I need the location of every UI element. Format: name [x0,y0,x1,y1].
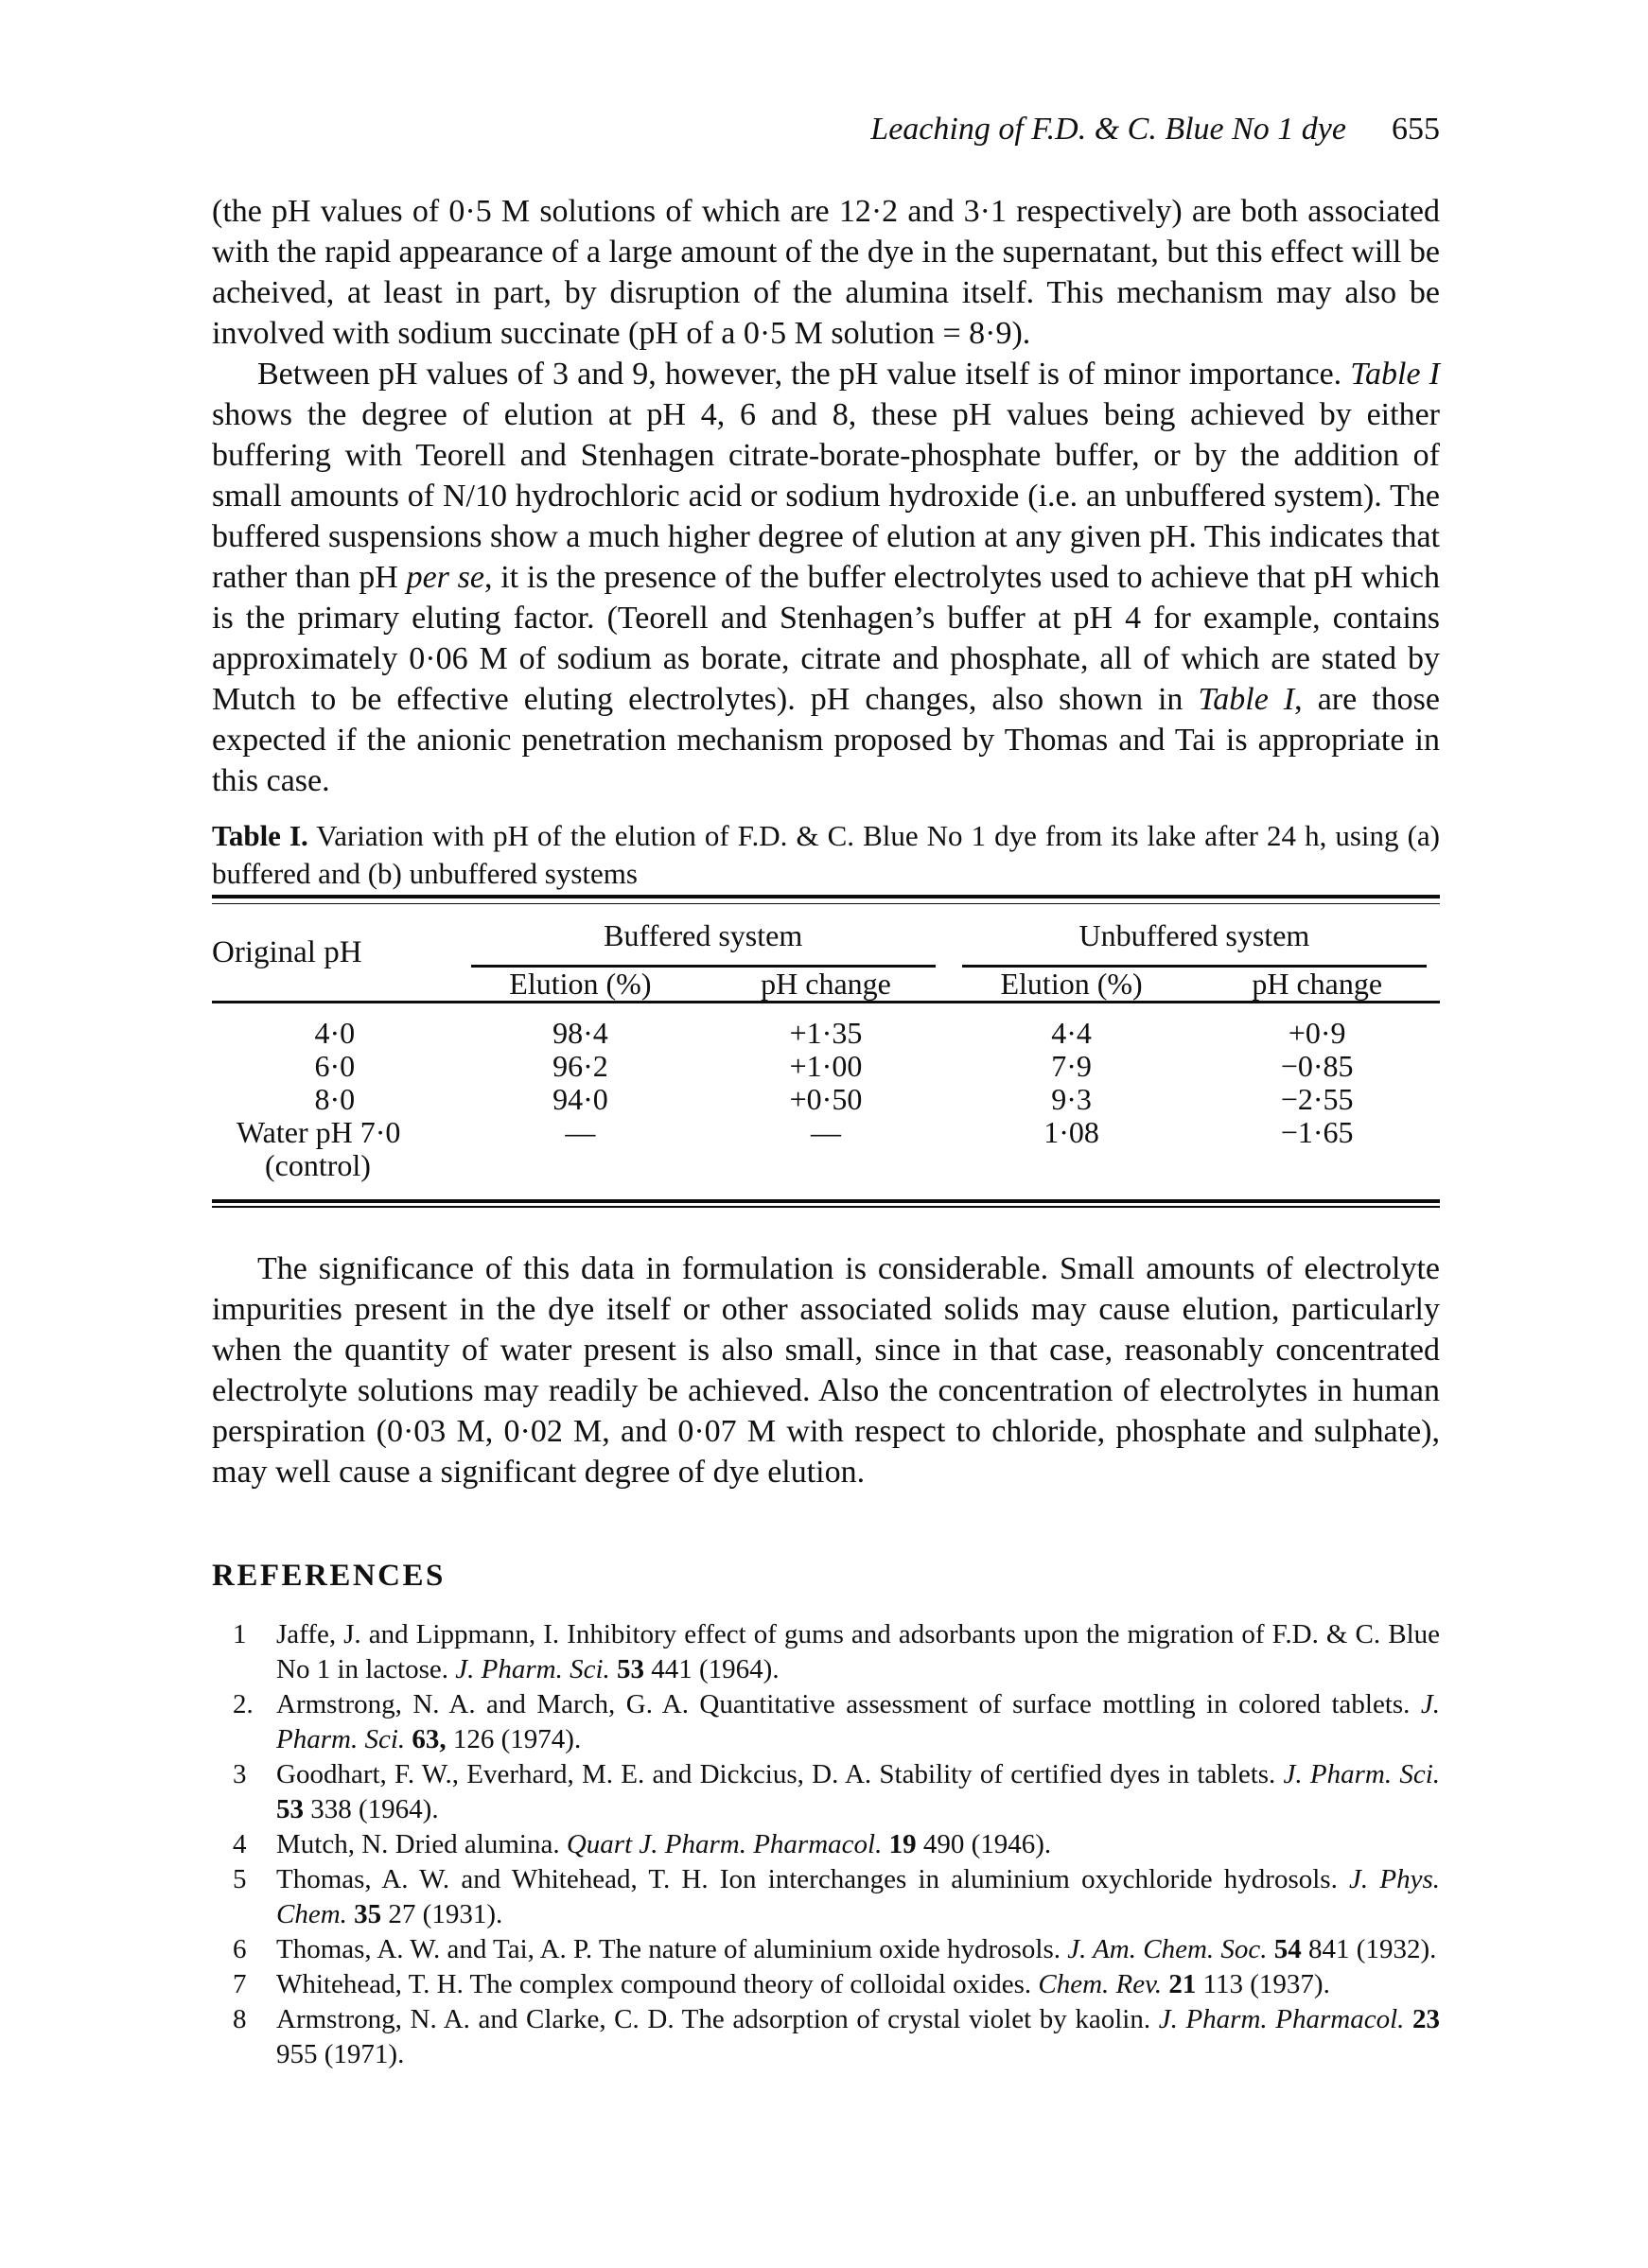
table-row [212,1116,1440,1199]
text-run: Thomas, A. W. and Whitehead, T. H. Ion interchanges in aluminium oxychloride hydrosols. [276,1864,1350,1894]
reference-number: 5 [233,1864,247,1894]
reference-text [276,1862,1440,1932]
table-bottom-rule [212,1199,1440,1208]
reference-item [233,2002,1440,2072]
text-run: 113 (1937). [1196,1969,1330,1999]
text-run: shows the degree of elution at pH 4, 6 and 8, these pH values being achieved by either buffering with Teorell and Stenhagen citrate-borate-phosphate buffer, or by the addition of small amounts of N/10 hydrochloric acid or sodium hydroxide (i.e. an unbuffered system). The buffered suspensions show a much higher degree of elution at any given pH. This indicates that rather than pH [212,397,1440,595]
table-caption-label: Table I. [212,819,308,852]
reference-item [233,1687,1440,1757]
running-head [212,110,1440,149]
reference-text [276,1932,1440,1967]
cell-buffered-elution: — [565,1115,596,1149]
volume-number: 54 [1273,1934,1302,1964]
cell-unbuffered-ph-change: −0·85 [1280,1049,1354,1083]
text-run: Goodhart, F. W., Everhard, M. E. and Dickcius, D. A. Stability of certified dyes in tablets. [276,1759,1284,1789]
cell-unbuffered-ph-change: −1·65 [1280,1115,1354,1149]
cell-original-ph: 6·0 [314,1049,356,1083]
journal-name: J. Phys. Chem. [276,1864,1440,1929]
group-header-unbuffered-label: Unbuffered system [962,904,1427,968]
journal-name: J. Pharm. Sci. [455,1654,618,1684]
text-run: 490 (1946). [916,1829,1052,1859]
col-header-buffered-elution: Elution (%) [458,968,704,1003]
journal-name: Chem. Rev. [1038,1969,1169,1999]
reference-item [233,1827,1440,1862]
references-list [212,1617,1440,2072]
reference-number: 2. [233,1689,254,1719]
cell-buffered-elution: 98·4 [552,1016,608,1050]
group-header-unbuffered [949,904,1440,968]
volume-number: 53 [617,1654,645,1684]
reference-item [233,1617,1440,1687]
cell-original-ph [212,1116,458,1199]
cell-unbuffered-elution: 1·08 [1043,1115,1099,1149]
paragraph-2 [212,354,1440,801]
text-run: Armstrong, N. A. and March, G. A. Quantitative assessment of surface mottling in colored tablets. [276,1689,1421,1719]
text-run: 27 (1931). [381,1899,503,1929]
cell-buffered-ph-change: +1·35 [789,1016,863,1050]
col-header-unbuffered-elution: Elution (%) [949,968,1195,1003]
volume-number: 63, [412,1724,447,1754]
text-run: Thomas, A. W. and Tai, A. P. The nature of aluminium oxide hydrosols. [276,1934,1068,1964]
reference-item [233,1862,1440,1932]
volume-number: 23 [1412,2004,1440,2034]
text-run: , are those expected if the anionic penetration mechanism proposed by Thomas and Tai is appropriate in this case. [212,682,1440,798]
table-row [212,1083,1440,1116]
reference-text [276,1617,1440,1687]
journal-name: J. Am. Chem. Soc. [1067,1934,1274,1964]
cell-buffered-elution: 94·0 [552,1082,608,1116]
cell-buffered-ph-change: +1·00 [789,1049,863,1083]
text-run: Jaffe, J. and Lippmann, I. Inhibitory effect of gums and adsorbants upon the migration of F.D. & C. Blue No 1 in lactose. [276,1619,1440,1684]
text-run: Table I [1198,682,1295,717]
table-1 [212,895,1440,1208]
reference-number: 8 [233,2004,247,2034]
volume-number: 21 [1168,1969,1197,1999]
reference-text [276,1757,1440,1827]
reference-text [276,1827,1440,1862]
text-run: , it is the presence of the buffer electrolytes used to achieve that pH which is the primary eluting factor. (Teorell and Stenhagen’s buffer at pH 4 for example, contains approximately 0·06 M of sodium as borate, citrate and phosphate, all of which are stated by Mutch to be effective eluting electrolytes). pH changes, also shown in [212,560,1440,717]
reference-item [233,1757,1440,1827]
cell-unbuffered-ph-change: +0·9 [1288,1016,1346,1050]
cell-unbuffered-elution: 9·3 [1051,1082,1092,1116]
cell-original-ph: 4·0 [314,1016,356,1050]
reference-number: 4 [233,1829,247,1859]
text-run: The significance of this data in formulation is considerable. Small amounts of electrolyte impurities present in the dye itself or other associated solids may cause elution, particularly when the quantity of water present is also small, since in that case, reasonably concentrated electrolyte solutions may readily be achieved. Also the concentration of electrolytes in human perspiration (0·03 M, 0·02 M, and 0·07 M with respect to chloride, phosphate and sulphate), may well cause a significant degree of dye elution. [212,1251,1440,1490]
paragraph-1 [212,191,1440,354]
col-header-buffered-ph-change: pH change [703,968,949,1003]
water-label: Water pH 7·0 [237,1115,401,1149]
group-header-buffered-label: Buffered system [471,904,936,968]
group-header-buffered [458,904,949,968]
cell-unbuffered-ph-change: −2·55 [1280,1082,1354,1116]
reference-text [276,1967,1440,2002]
text-run: 955 (1971). [276,2039,405,2069]
table-caption [212,817,1440,893]
journal-name: J. Pharm. Sci. [1283,1759,1440,1789]
text-run: Armstrong, N. A. and Clarke, C. D. The adsorption of crystal violet by kaolin. [276,2004,1159,2034]
text-run: Table I [1350,357,1440,392]
reference-text [276,1687,1440,1757]
body-text [212,191,1440,801]
cell-buffered-ph-change: — [810,1115,841,1149]
cell-buffered-elution: 96·2 [552,1049,608,1083]
reference-item [233,1967,1440,2002]
text-run: Between pH values of 3 and 9, however, the pH value itself is of minor importance. [257,357,1351,392]
text-run: 441 (1964). [644,1654,780,1684]
table-top-rule [212,895,1440,904]
table-row [212,1003,1440,1051]
col-header-unbuffered-ph-change: pH change [1194,968,1440,1003]
cell-unbuffered-elution: 7·9 [1051,1049,1092,1083]
paragraph-3 [212,1248,1440,1492]
body-text-continued [212,1248,1440,1492]
volume-number: 19 [888,1829,917,1859]
text-run: 841 (1932). [1301,1934,1437,1964]
journal-name: J. Pharm. Sci. [276,1689,1440,1754]
reference-number: 7 [233,1969,247,1999]
control-label: (control) [265,1148,371,1182]
text-run: 126 (1974). [446,1724,582,1754]
reference-number: 6 [233,1934,247,1964]
text-run: (the pH values of 0·5 M solutions of which are 12·2 and 3·1 respectively) are both associated with the rapid appearance of a large amount of the dye in the supernatant, but this effect will be acheived, at least in part, by disruption of the alumina itself. This mechanism may also be involved with sodium succinate (pH of a 0·5 M solution = 8·9). [212,194,1440,351]
reference-text [276,2002,1440,2072]
volume-number: 35 [354,1899,382,1929]
references-heading: REFERENCES [212,1559,446,1593]
text-run: per se [406,560,484,595]
text-run: Mutch, N. Dried alumina. [276,1829,567,1859]
reference-number: 3 [233,1759,247,1789]
text-run: Whitehead, T. H. The complex compound theory of colloidal oxides. [276,1969,1039,1999]
cell-original-ph: 8·0 [314,1082,356,1116]
reference-item [233,1932,1440,1967]
table-row [212,1050,1440,1083]
table-caption-text: Variation with pH of the elution of F.D. & C. Blue No 1 dye from its lake after 24 h, using (a) buffered and (b) unbuffered systems [212,819,1440,890]
running-head-title: Leaching of F.D. & C. Blue No 1 dye [870,112,1346,147]
col-header-original-ph: Original pH [212,904,458,1003]
journal-name: Quart J. Pharm. Pharmacol. [566,1829,889,1859]
volume-number: 53 [276,1794,304,1824]
page-number: 655 [1392,112,1440,147]
data-table [212,904,1440,1199]
text-run: 338 (1964). [304,1794,439,1824]
journal-name: J. Pharm. Pharmacol. [1158,2004,1412,2034]
cell-buffered-ph-change: +0·50 [789,1082,863,1116]
cell-unbuffered-elution: 4·4 [1051,1016,1092,1050]
reference-number: 1 [233,1619,247,1649]
